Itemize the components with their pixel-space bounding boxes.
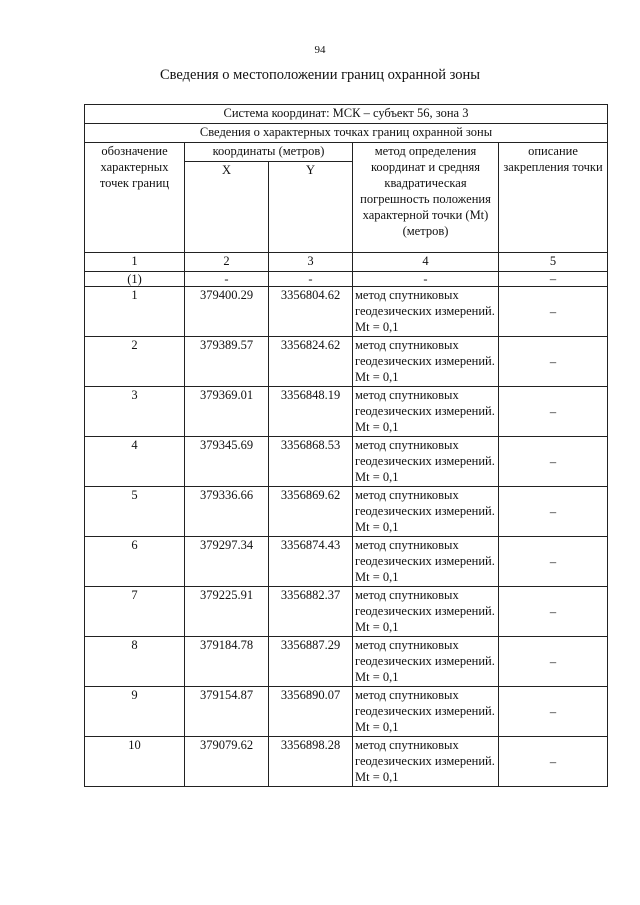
mark-description: – xyxy=(499,437,608,487)
point-id: 6 xyxy=(85,537,185,587)
point-id: 5 xyxy=(85,487,185,537)
header-designation: обозначение характерных точек границ xyxy=(85,143,185,253)
method-text: метод спутниковых геодезических измерений. Mt = 0,1 xyxy=(353,387,499,437)
x-coordinate: 379154.87 xyxy=(185,687,269,737)
contour-row xyxy=(85,272,608,287)
column-number: 4 xyxy=(353,253,499,272)
table-row xyxy=(85,387,608,437)
mark-description: – xyxy=(499,537,608,587)
y-coordinate: 3356887.29 xyxy=(269,637,353,687)
header-row xyxy=(85,143,608,162)
mark-description: – xyxy=(499,337,608,387)
table-row xyxy=(85,737,608,787)
header-method: метод определения координат и средняя квадратическая погрешность положения характерной точки (Mt) (метров) xyxy=(353,143,499,253)
method-text: метод спутниковых геодезических измерений. Mt = 0,1 xyxy=(353,437,499,487)
x-coordinate: 379297.34 xyxy=(185,537,269,587)
header-y: Y xyxy=(269,162,353,253)
x-coordinate: 379079.62 xyxy=(185,737,269,787)
column-number: 2 xyxy=(185,253,269,272)
method-text: метод спутниковых геодезических измерений. Mt = 0,1 xyxy=(353,487,499,537)
method-text: метод спутниковых геодезических измерений. Mt = 0,1 xyxy=(353,737,499,787)
method-text: метод спутниковых геодезических измерений. Mt = 0,1 xyxy=(353,287,499,337)
contour-cell: - xyxy=(269,272,353,287)
document-title: Сведения о местоположении границ охранной зоны xyxy=(159,67,480,83)
table-row xyxy=(85,337,608,387)
column-number-row xyxy=(85,253,608,272)
table-row xyxy=(85,587,608,637)
header-coordinates: координаты (метров) xyxy=(185,143,353,162)
point-id: 9 xyxy=(85,687,185,737)
point-id: 7 xyxy=(85,587,185,637)
x-coordinate: 379369.01 xyxy=(185,387,269,437)
x-coordinate: 379184.78 xyxy=(185,637,269,687)
method-text: метод спутниковых геодезических измерений. Mt = 0,1 xyxy=(353,537,499,587)
contour-cell: - xyxy=(353,272,499,287)
page-number: 94 xyxy=(314,44,326,56)
section-caption: Сведения о характерных точках границ охранной зоны xyxy=(85,124,608,143)
coordinate-system-caption: Система координат: МСК – субъект 56, зона 3 xyxy=(85,105,608,124)
x-coordinate: 379345.69 xyxy=(185,437,269,487)
mark-description: – xyxy=(499,687,608,737)
table-row xyxy=(85,637,608,687)
column-number: 3 xyxy=(269,253,353,272)
header-x: X xyxy=(185,162,269,253)
table-row xyxy=(85,287,608,337)
method-text: метод спутниковых геодезических измерений. Mt = 0,1 xyxy=(353,687,499,737)
x-coordinate: 379336.66 xyxy=(185,487,269,537)
mark-description: – xyxy=(499,637,608,687)
mark-description: – xyxy=(499,587,608,637)
method-text: метод спутниковых геодезических измерений. Mt = 0,1 xyxy=(353,337,499,387)
point-id: 3 xyxy=(85,387,185,437)
y-coordinate: 3356890.07 xyxy=(269,687,353,737)
point-id: 10 xyxy=(85,737,185,787)
y-coordinate: 3356868.53 xyxy=(269,437,353,487)
mark-description: – xyxy=(499,487,608,537)
column-number: 1 xyxy=(85,253,185,272)
y-coordinate: 3356824.62 xyxy=(269,337,353,387)
table-row xyxy=(85,437,608,487)
header-description: описание закрепления точки xyxy=(499,143,608,253)
mark-description: – xyxy=(499,387,608,437)
y-coordinate: 3356804.62 xyxy=(269,287,353,337)
section-caption-row xyxy=(85,124,608,143)
mark-description: – xyxy=(499,287,608,337)
point-id: 2 xyxy=(85,337,185,387)
y-coordinate: 3356869.62 xyxy=(269,487,353,537)
mark-description: – xyxy=(499,737,608,787)
method-text: метод спутниковых геодезических измерений. Mt = 0,1 xyxy=(353,637,499,687)
x-coordinate: 379400.29 xyxy=(185,287,269,337)
point-id: 1 xyxy=(85,287,185,337)
table-row xyxy=(85,487,608,537)
table-row xyxy=(85,537,608,587)
y-coordinate: 3356882.37 xyxy=(269,587,353,637)
method-text: метод спутниковых геодезических измерений. Mt = 0,1 xyxy=(353,587,499,637)
coordinate-system-row xyxy=(85,105,608,124)
point-id: 8 xyxy=(85,637,185,687)
contour-cell: - xyxy=(185,272,269,287)
x-coordinate: 379389.57 xyxy=(185,337,269,387)
table-row xyxy=(85,687,608,737)
contour-cell: – xyxy=(499,272,608,287)
y-coordinate: 3356848.19 xyxy=(269,387,353,437)
boundary-points-table xyxy=(84,104,608,787)
y-coordinate: 3356898.28 xyxy=(269,737,353,787)
contour-label: (1) xyxy=(85,272,185,287)
column-number: 5 xyxy=(499,253,608,272)
x-coordinate: 379225.91 xyxy=(185,587,269,637)
y-coordinate: 3356874.43 xyxy=(269,537,353,587)
point-id: 4 xyxy=(85,437,185,487)
